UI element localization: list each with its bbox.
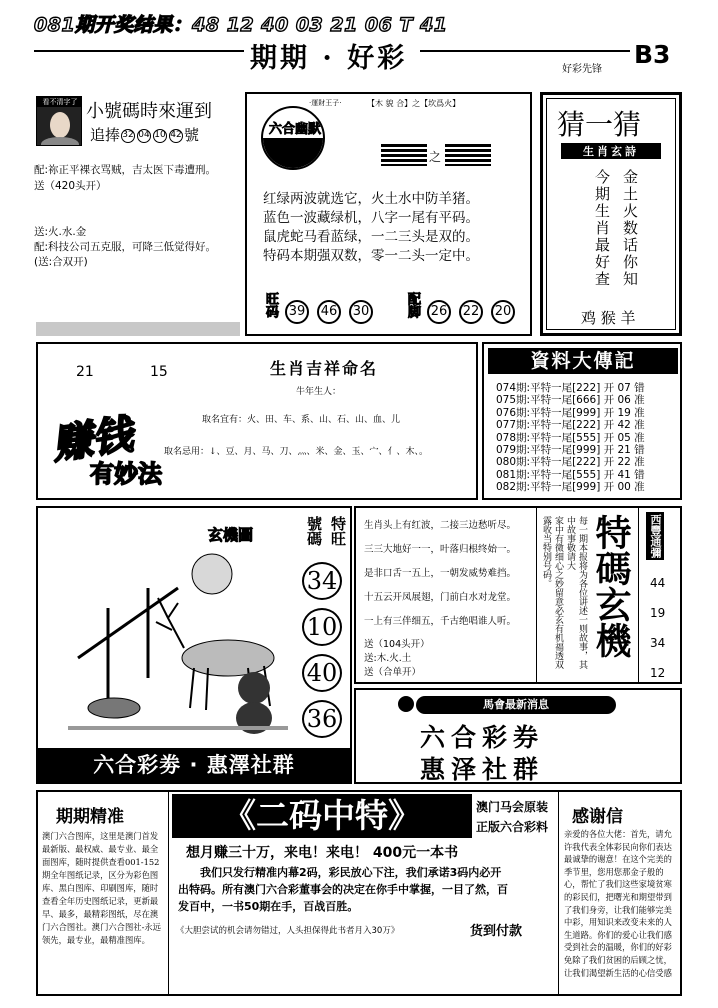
masthead-motto: 好彩先锋: [562, 64, 602, 75]
chase-number: 42: [169, 129, 183, 143]
hexagram-right-icon: [445, 144, 491, 166]
center-slogan: 想月赚三十万，来电！来电！ 400元一本书: [186, 845, 459, 861]
verse-line: 三三大地好一一，叶落归根终始一。: [364, 544, 517, 555]
verse-note: 送:木.火.土: [364, 653, 412, 664]
divider-left: [168, 792, 169, 994]
divider-right: [558, 792, 559, 994]
record-row: 080期:平特一尾[222] 开 22 准: [496, 456, 645, 469]
news-ball-icon: [396, 694, 416, 714]
guess-column: 金土火数话你知: [621, 169, 639, 288]
pei-number: 26: [427, 300, 451, 324]
bottom-panel: [36, 790, 682, 996]
song-line-1: 送（420头开）: [34, 180, 107, 192]
guess-panel: [540, 92, 682, 336]
zodiac-title: 生肖吉祥命名: [270, 359, 379, 378]
tongji-number: 34: [650, 636, 666, 650]
records-title: 資料大傳記: [488, 348, 678, 374]
center-pay: 货到付款: [470, 924, 523, 939]
record-row: 079期:平特一尾[999] 开 21 错: [496, 444, 645, 457]
news-label: 馬會最新消息: [416, 696, 616, 714]
slogan-sub: 有妙法: [90, 460, 162, 488]
guess-inner: [546, 98, 676, 330]
yin-half: [263, 138, 325, 170]
verse-note: 送（104头开）: [364, 639, 430, 650]
zodiac-bad: 取名忌用：↓、豆、月、马、刀、灬、米、金、玉、宀、亻、木、。: [164, 447, 429, 457]
record-row: 076期:平特一尾[999] 开 19 准: [496, 406, 645, 419]
pei-number: 22: [459, 300, 483, 324]
guess-column: 今期生肖最好查: [593, 169, 611, 288]
draw-result-line: 081期开奖结果：48 12 40 03 21 06 T 41: [34, 14, 448, 36]
record-row: 074期:平特一尾[222] 开 07 错: [496, 382, 645, 394]
news-panel: [354, 688, 682, 784]
tewang-label: 特旺: [329, 516, 347, 546]
guess-answer: 鸡 猴 羊: [581, 309, 636, 327]
zodiac-num-a: 21: [76, 364, 94, 380]
right-title: 感谢信: [572, 807, 623, 827]
zodiac-panel: [36, 342, 478, 500]
poem-line: 特码本期强双数，零一二头一定中。: [263, 248, 479, 264]
center-body: 我们只发行精准内幕2码，彩民放心下注，我们承诺3码内必开出特码。所有澳门六合彩董事会的决定在你手中掌握，一目了然，百发百中，一书50期在手，百战百胜。: [178, 866, 508, 913]
chase-suffix: 號: [184, 126, 200, 144]
chase-number: 04: [137, 129, 151, 143]
xuanji-number: 36: [302, 700, 342, 738]
tongji-number: 44: [650, 576, 666, 590]
five-elements: 【木 貌 合】之【坎爲火】: [367, 99, 461, 108]
turtle-icon: [88, 698, 140, 718]
humor-panel: [245, 92, 532, 336]
guess-subtitle: 生肖玄詩: [561, 143, 661, 159]
chase-number: 32: [121, 129, 135, 143]
humor-logo: [261, 106, 325, 170]
guess-title: 猜一猜: [557, 108, 642, 141]
sun-icon: [192, 554, 232, 594]
verse-note: 送（合单开）: [364, 667, 422, 678]
center-side-1: 澳门马会原装: [476, 800, 549, 814]
xuanji-label: 玄機圖: [208, 526, 254, 544]
fence-icon: [78, 588, 178, 658]
verse-panel: [354, 506, 682, 684]
humor-logo-text: 六合幽默: [268, 122, 321, 137]
page-number: B3: [634, 40, 671, 69]
right-text: 亲爱的各位大佬：首先，请允许我代表全体彩民向你们表达最诚挚的谢意！在这个完美的季节里，您用您那金子般的心，帮忙了我们这些家境贫寒的彩民们，把曙光和期望带到了我们身旁，让我们能够完美中彩，用知识来改变未来的人生道路。你们的爱心让我们感受到社会的温暖，你们的好彩免除了我们贫困的后顾之忧，让我们渴望新生活的心信受感: [564, 829, 672, 978]
grey-bar: [36, 322, 240, 336]
tongji-number: 19: [650, 606, 666, 620]
left-text: 澳门六合图库，这里是澳门首发最新版、最权威、最专业、最全面图库，随时提供查看001-152期全年图纸记录，区分为彩色图库、黑白图库、印刷图库，随时查看全年历史图纸记录，更新最早、最多，最精彩图纸，尽在澳门六合图社。澳门六合图社-永远领先，最专业，最精准图库。: [42, 831, 161, 945]
wang-label: 旺码: [263, 292, 278, 318]
poem-line: 蓝色一波藏绿机，八字一尾有平码。: [263, 210, 479, 226]
chase-line: [90, 124, 199, 145]
verse-divider: [536, 508, 537, 682]
news-line-1: 六合彩券: [420, 723, 545, 752]
chase-number: 10: [153, 129, 167, 143]
slogan-main: 赚钱: [49, 411, 136, 469]
center-title: 《二码中特》: [172, 794, 472, 838]
avatar-shoulders: [41, 137, 79, 146]
verse-line: 十五云开凤展翅，门前白水对龙堂。: [364, 592, 517, 603]
song-line-3: (送:合双开): [34, 256, 88, 268]
top-left-title: 小號碼時來運到: [86, 101, 212, 122]
pei-number: 20: [491, 300, 515, 324]
avatar: [36, 96, 82, 146]
wang-number: 46: [317, 300, 341, 324]
tongji-number: 12: [650, 666, 666, 680]
avatar-caption: 看不清字了: [37, 97, 82, 107]
avatar-face: [50, 112, 70, 138]
wang-number: 30: [349, 300, 373, 324]
tongji-label: 西豐通彌: [646, 512, 664, 560]
song-line-2: 送:火.水.金: [34, 226, 87, 238]
masthead-rule-right: [420, 50, 630, 52]
tongji-numbers: [650, 568, 665, 688]
verse-line: 是非口舌一五上，一朝发威势难挡。: [364, 568, 517, 579]
monkey-icon: [238, 672, 270, 704]
records-panel: [482, 342, 682, 500]
zodiac-good: 取名宜有：火、田、车、系、山、石、山、血、儿: [202, 415, 401, 425]
verse-column-b: 每一期本报将为各位讲述一则故事，其中故事敬请大: [565, 516, 587, 669]
poem: [263, 190, 479, 266]
hexagram-zhi: 之: [429, 150, 442, 164]
hexagram-left-icon: [381, 144, 427, 166]
poem-line: 鼠虎蛇马看蓝绿，一二三头是双的。: [263, 229, 479, 245]
verse-line: 一上有三伴细五，千古绝唱谁人听。: [364, 616, 517, 627]
record-row: 081期:平特一尾[555] 开 41 错: [496, 468, 645, 481]
record-row: 082期:平特一尾[999] 开 00 准: [496, 481, 645, 494]
humor-tag: ·運財王子·: [309, 99, 342, 107]
center-side-2: 正版六合彩料: [476, 820, 549, 834]
tema-xuanji-title: 特碼玄機: [590, 514, 631, 658]
pei-label: 配脚: [405, 292, 420, 318]
xuanji-number: 10: [302, 608, 342, 646]
zodiac-sub: 牛年生人：: [296, 387, 342, 397]
pei-line-2: 配:科技公司五克服，可降三低觉得好。: [34, 241, 217, 253]
xuanji-banner: 六合彩劵 · 惠澤社群: [38, 748, 350, 782]
record-row: 075期:平特一尾[666] 开 06 准: [496, 394, 645, 407]
tongji-divider: [638, 508, 639, 682]
wang-number: 39: [285, 300, 309, 324]
masthead-title: 期期 · 好彩: [250, 43, 408, 74]
xuanji-number: 34: [302, 562, 342, 600]
center-foot: 《大胆尝试的机会请勿错过，人头担保得此书者月入30万》: [176, 926, 400, 936]
left-title: 期期精准: [56, 807, 124, 827]
verse-line: 生肖头上有红波，二接三边愁听尽。: [364, 520, 517, 531]
xuanji-panel: [36, 506, 352, 784]
verse-notes: [364, 638, 430, 680]
verse-lines: [364, 514, 516, 634]
xuanji-number: 40: [302, 654, 342, 692]
deer-icon: [182, 640, 274, 676]
top-left-panel: [34, 92, 242, 342]
pei-line-1: 配:祢正平裸衣骂贼，吉太医下毒遭刑。: [34, 164, 217, 176]
masthead-rule-left: [34, 50, 244, 52]
zodiac-num-b: 15: [150, 364, 168, 380]
haoma-label: 號碼: [305, 516, 323, 546]
news-line-2: 惠泽社群: [420, 755, 545, 784]
xuanji-illustration: [68, 548, 288, 738]
verse-column-a: 家中有微细心之妙留意必玄有机福透双露收当特别号码。: [541, 516, 563, 669]
chase-prefix: 追捧: [90, 126, 121, 144]
records-list: [496, 382, 645, 494]
record-row: 078期:平特一尾[555] 开 05 准: [496, 431, 645, 444]
poem-line: 红绿两波就选它，火土水中防羊猪。: [263, 191, 479, 207]
record-row: 077期:平特一尾[222] 开 42 准: [496, 419, 645, 432]
